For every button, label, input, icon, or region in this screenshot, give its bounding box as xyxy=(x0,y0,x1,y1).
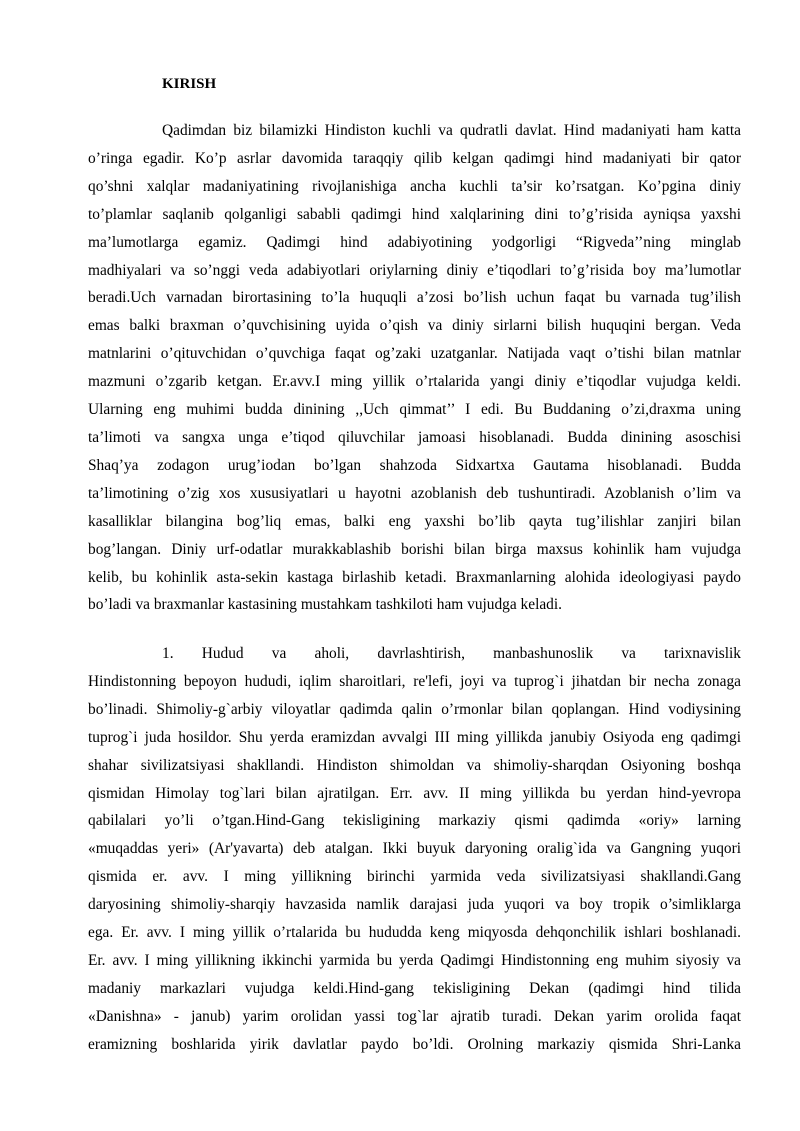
text-line: daryosining shimoliy-sharqiy havzasida namlik darajasi juda yuqori va boy tropik o’simliklarga xyxy=(88,896,741,914)
text-line: «Danishna» - janub) yarim orolidan yassi tog`lar ajratib turadi. Dekan yarim orolida faqat xyxy=(88,1007,741,1025)
text-line: Er. avv. I ming yillikning ikkinchi yarmida bu yerda Qadimgi Hindistonning eng muhim siyosiy va xyxy=(88,951,741,969)
text-line: Hindistonning bepoyon hududi, iqlim sharoitlari, re'lefi, joyi va tuprog`i jihatdan bir necha zonaga xyxy=(88,672,741,690)
text-line: kelib, bu kohinlik asta-sekin kastaga birlashib ketadi. Braxmanlarning alohida ideologiyasi paydo xyxy=(88,568,741,586)
text-line: qabilalari yo’li o’tgan.Hind-Gang tekisligining markaziy qismi qadimda «oriy» larning xyxy=(88,812,741,830)
text-line: 1. Hudud va aholi, davrlashtirish, manbashunoslik va tarixnavislik xyxy=(162,645,741,662)
text-line: eramizning boshlarida yirik davlatlar paydo bo’ldi. Orolning markaziy qismida Shri-Lanka xyxy=(88,1035,741,1053)
text-line: beradi.Uch varnadan birortasining to’la huquqli a’zosi bo’lish uchun faqat bu varnada tug’ilish xyxy=(88,289,741,307)
text-line: bo’linadi. Shimoliy-g`arbiy viloyatlar qadimda qalin o’rmonlar bilan qoplangan. Hind vodiysining xyxy=(88,700,741,718)
text-line: tuprog`i juda hosildor. Shu yerda eramizdan avvalgi III ming yillikda janubiy Osiyoda eng qadimgi xyxy=(88,728,741,746)
text-line: shahar sivilizatsiyasi shakllandi. Hindiston shimoldan va shimoliy-sharqdan Osiyoning boshqa xyxy=(88,756,741,774)
text-line: ta’limotining o’zig xos xususiyatlari u hayotni azoblanish deb tushuntiradi. Azoblanish o’lim va xyxy=(88,484,741,502)
text-line: qismida er. avv. I ming yillikning birinchi yarmida veda sivilizatsiyasi shakllandi.Gang xyxy=(88,868,741,886)
text-line: qismidan Himolay tog`lari bilan ajratilgan. Err. avv. II ming yillikda bu yerdan hind-yevropa xyxy=(88,784,741,802)
text-line: ta’limoti va sangxa unga e’tiqod qiluvchilar jamoasi hisoblanadi. Budda dinining asoschisi xyxy=(88,428,741,446)
text-line: to’plamlar saqlanib qolganligi sababli qadimgi hind xalqlarining dini to’g’risida ayniqsa yaxshi xyxy=(88,205,741,223)
text-line: madaniy markazlari vujudga keldi.Hind-gang tekisligining Dekan (qadimgi hind tilida xyxy=(88,979,741,997)
text-line: qo’shni xalqlar madaniyatining rivojlanishiga ancha kuchli ta’sir ko’rsatgan. Ko’pgina diniy xyxy=(88,177,741,195)
text-line: madhiyalari va so’nggi veda adabiyotlari oriylarning diniy e’tiqodlari to’g’risida boy ma’lumotlar xyxy=(88,261,741,279)
text-line: Ularning eng muhimi budda dinining ,,Uch qimmat’’ I edi. Bu Buddaning o’zi,draxma uning xyxy=(88,401,741,419)
text-line: Shaq’ya zodagon urug’iodan bo’lgan shahzoda Sidxartxa Gautama hisoblanadi. Budda xyxy=(88,456,741,474)
text-line: emas balki braxman o’quvchisining uyida o’qish va diniy sirlarni bilish huquqini bergan. Veda xyxy=(88,317,741,335)
intro-paragraph xyxy=(88,117,741,619)
text-line: kasalliklar bilangina bog’liq emas, balki eng yaxshi bo’lib qayta tug’ilishlar zanjiri bilan xyxy=(88,512,741,530)
text-line: o’ringa egadir. Ko’p asrlar davomida taraqqiy qilib kelgan qadimgi hind madaniyati bir qator xyxy=(88,149,741,167)
text-line: ma’lumotlarga egamiz. Qadimgi hind adabiyotining yodgorligi “Rigveda’’ning minglab xyxy=(88,233,741,251)
text-line: bo’ladi va braxmanlar kastasining mustahkam tashkiloti ham vujudga keladi. xyxy=(88,596,563,614)
text-line: mazmuni o’zgarib ketgan. Er.avv.I ming yillik o’rtalarida yangi diniy e’tiqodlar vujudga keldi. xyxy=(88,373,741,391)
text-line: bog’langan. Diniy urf-odatlar murakkablashib borishi bilan birga maxsus kohinlik ham vujudga xyxy=(88,540,741,558)
text-line: ega. Er. avv. I ming yillik o’rtalarida bu hududda keng miqyosda dehqonchilik ishlari boshlanadi. xyxy=(88,924,741,942)
text-line: Qadimdan biz bilamizki Hindiston kuchli va qudratli davlat. Hind madaniyati ham katta xyxy=(162,122,741,139)
text-line: «muqaddas yeri» (Ar'yavarta) deb atalgan. Ikki buyuk daryoning oralig`ida va Gangning yuqori xyxy=(88,840,741,858)
section-heading: KIRISH xyxy=(162,76,217,92)
section-1-paragraph xyxy=(88,640,741,1059)
text-line: matnlarini o’qituvchidan o’quvchiga faqat og’zaki uzatganlar. Natijada vaqt o’tishi bilan matnlar xyxy=(88,345,741,363)
